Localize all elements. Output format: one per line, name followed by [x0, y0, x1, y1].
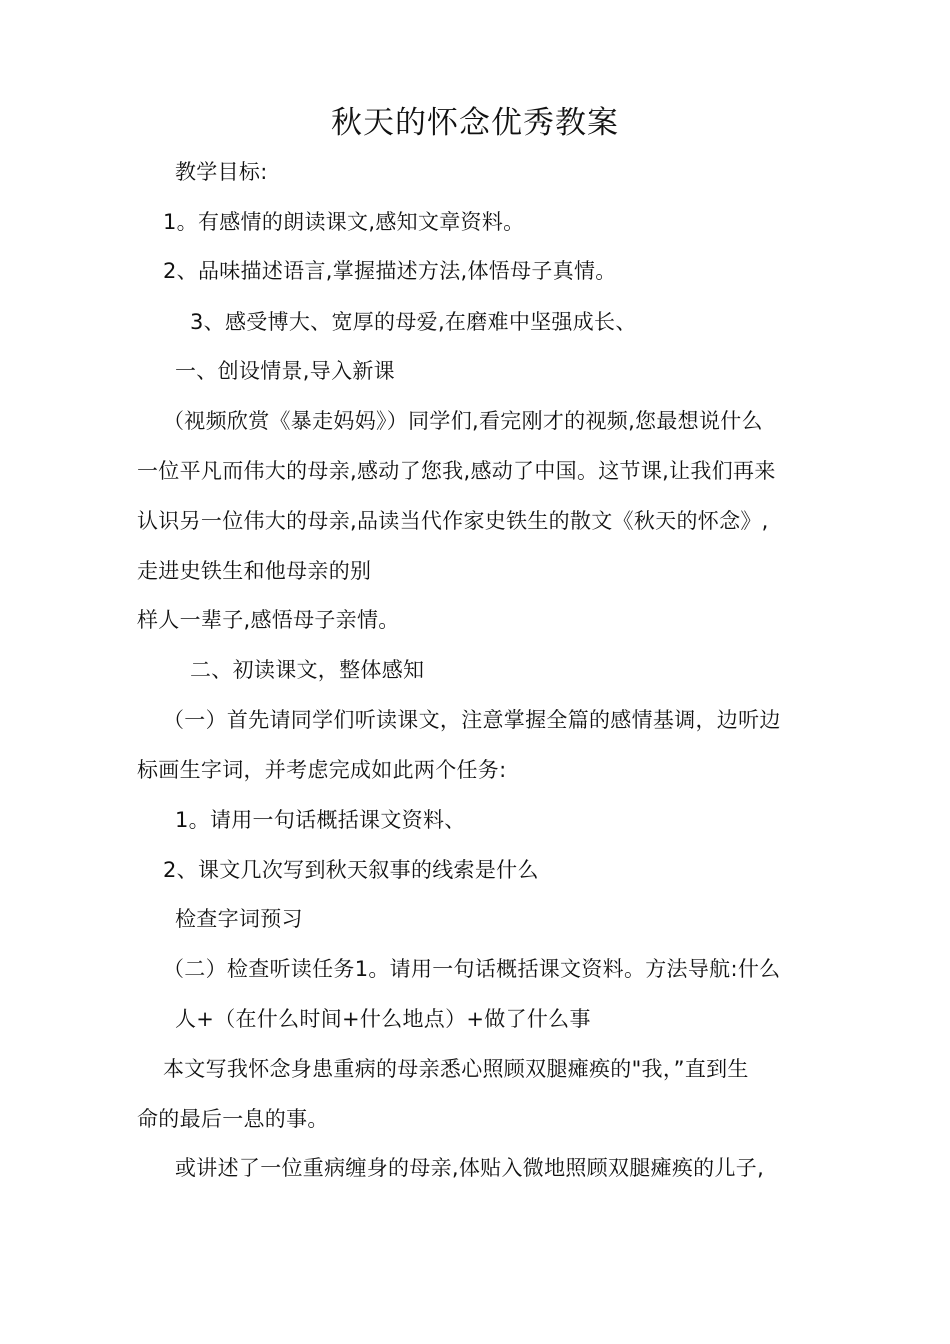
text-line: 走进史铁生和他母亲的别	[137, 559, 372, 583]
text-line: 标画生字词，并考虑完成如此两个任务:	[137, 758, 507, 782]
text-line: （二）检查听读任务1。请用一句话概括课文资料。方法导航:什么	[163, 957, 781, 981]
text-line: 一位平凡而伟大的母亲,感动了您我,感动了中国。这节课,让我们再来	[137, 459, 776, 483]
text-line: 3、感受博大、宽厚的母爱,在磨难中坚强成长、	[190, 310, 637, 334]
text-line: 人+（在什么时间+什么地点）+做了什么事	[175, 1007, 591, 1031]
text-line: 1。请用一句话概括课文资料、	[175, 808, 466, 832]
text-line: 一、创设情景,导入新课	[175, 359, 395, 383]
document-title: 秋天的怀念优秀教案	[331, 105, 619, 141]
text-line: 或讲述了一位重病缠身的母亲,体贴入微地照顾双腿瘫痪的儿子,	[175, 1156, 765, 1180]
text-line: 样人一辈子,感悟母子亲情。	[137, 608, 400, 632]
text-line: 认识另一位伟大的母亲,品读当代作家史铁生的散文《秋天的怀念》,	[137, 509, 769, 533]
text-line: 教学目标:	[175, 160, 268, 184]
text-line: （视频欣赏《暴走妈妈》）同学们,看完刚才的视频,您最想说什么	[163, 409, 763, 433]
text-line: 1。有感情的朗读课文,感知文章资料。	[163, 210, 525, 234]
text-line: 二、初读课文，整体感知	[190, 658, 425, 682]
text-line: 2、课文几次写到秋天叙事的线索是什么	[163, 858, 539, 882]
text-line: （一）首先请同学们听读课文，注意掌握全篇的感情基调，边听边	[163, 708, 781, 732]
text-line: 检查字词预习	[175, 907, 303, 931]
text-line: 2、品味描述语言,掌握描述方法,体悟母子真情。	[163, 259, 617, 283]
text-line: 命的最后一息的事。	[137, 1107, 329, 1131]
text-line: 本文写我怀念身患重病的母亲悉心照顾双腿瘫痪的"我，”直到生	[163, 1057, 749, 1081]
